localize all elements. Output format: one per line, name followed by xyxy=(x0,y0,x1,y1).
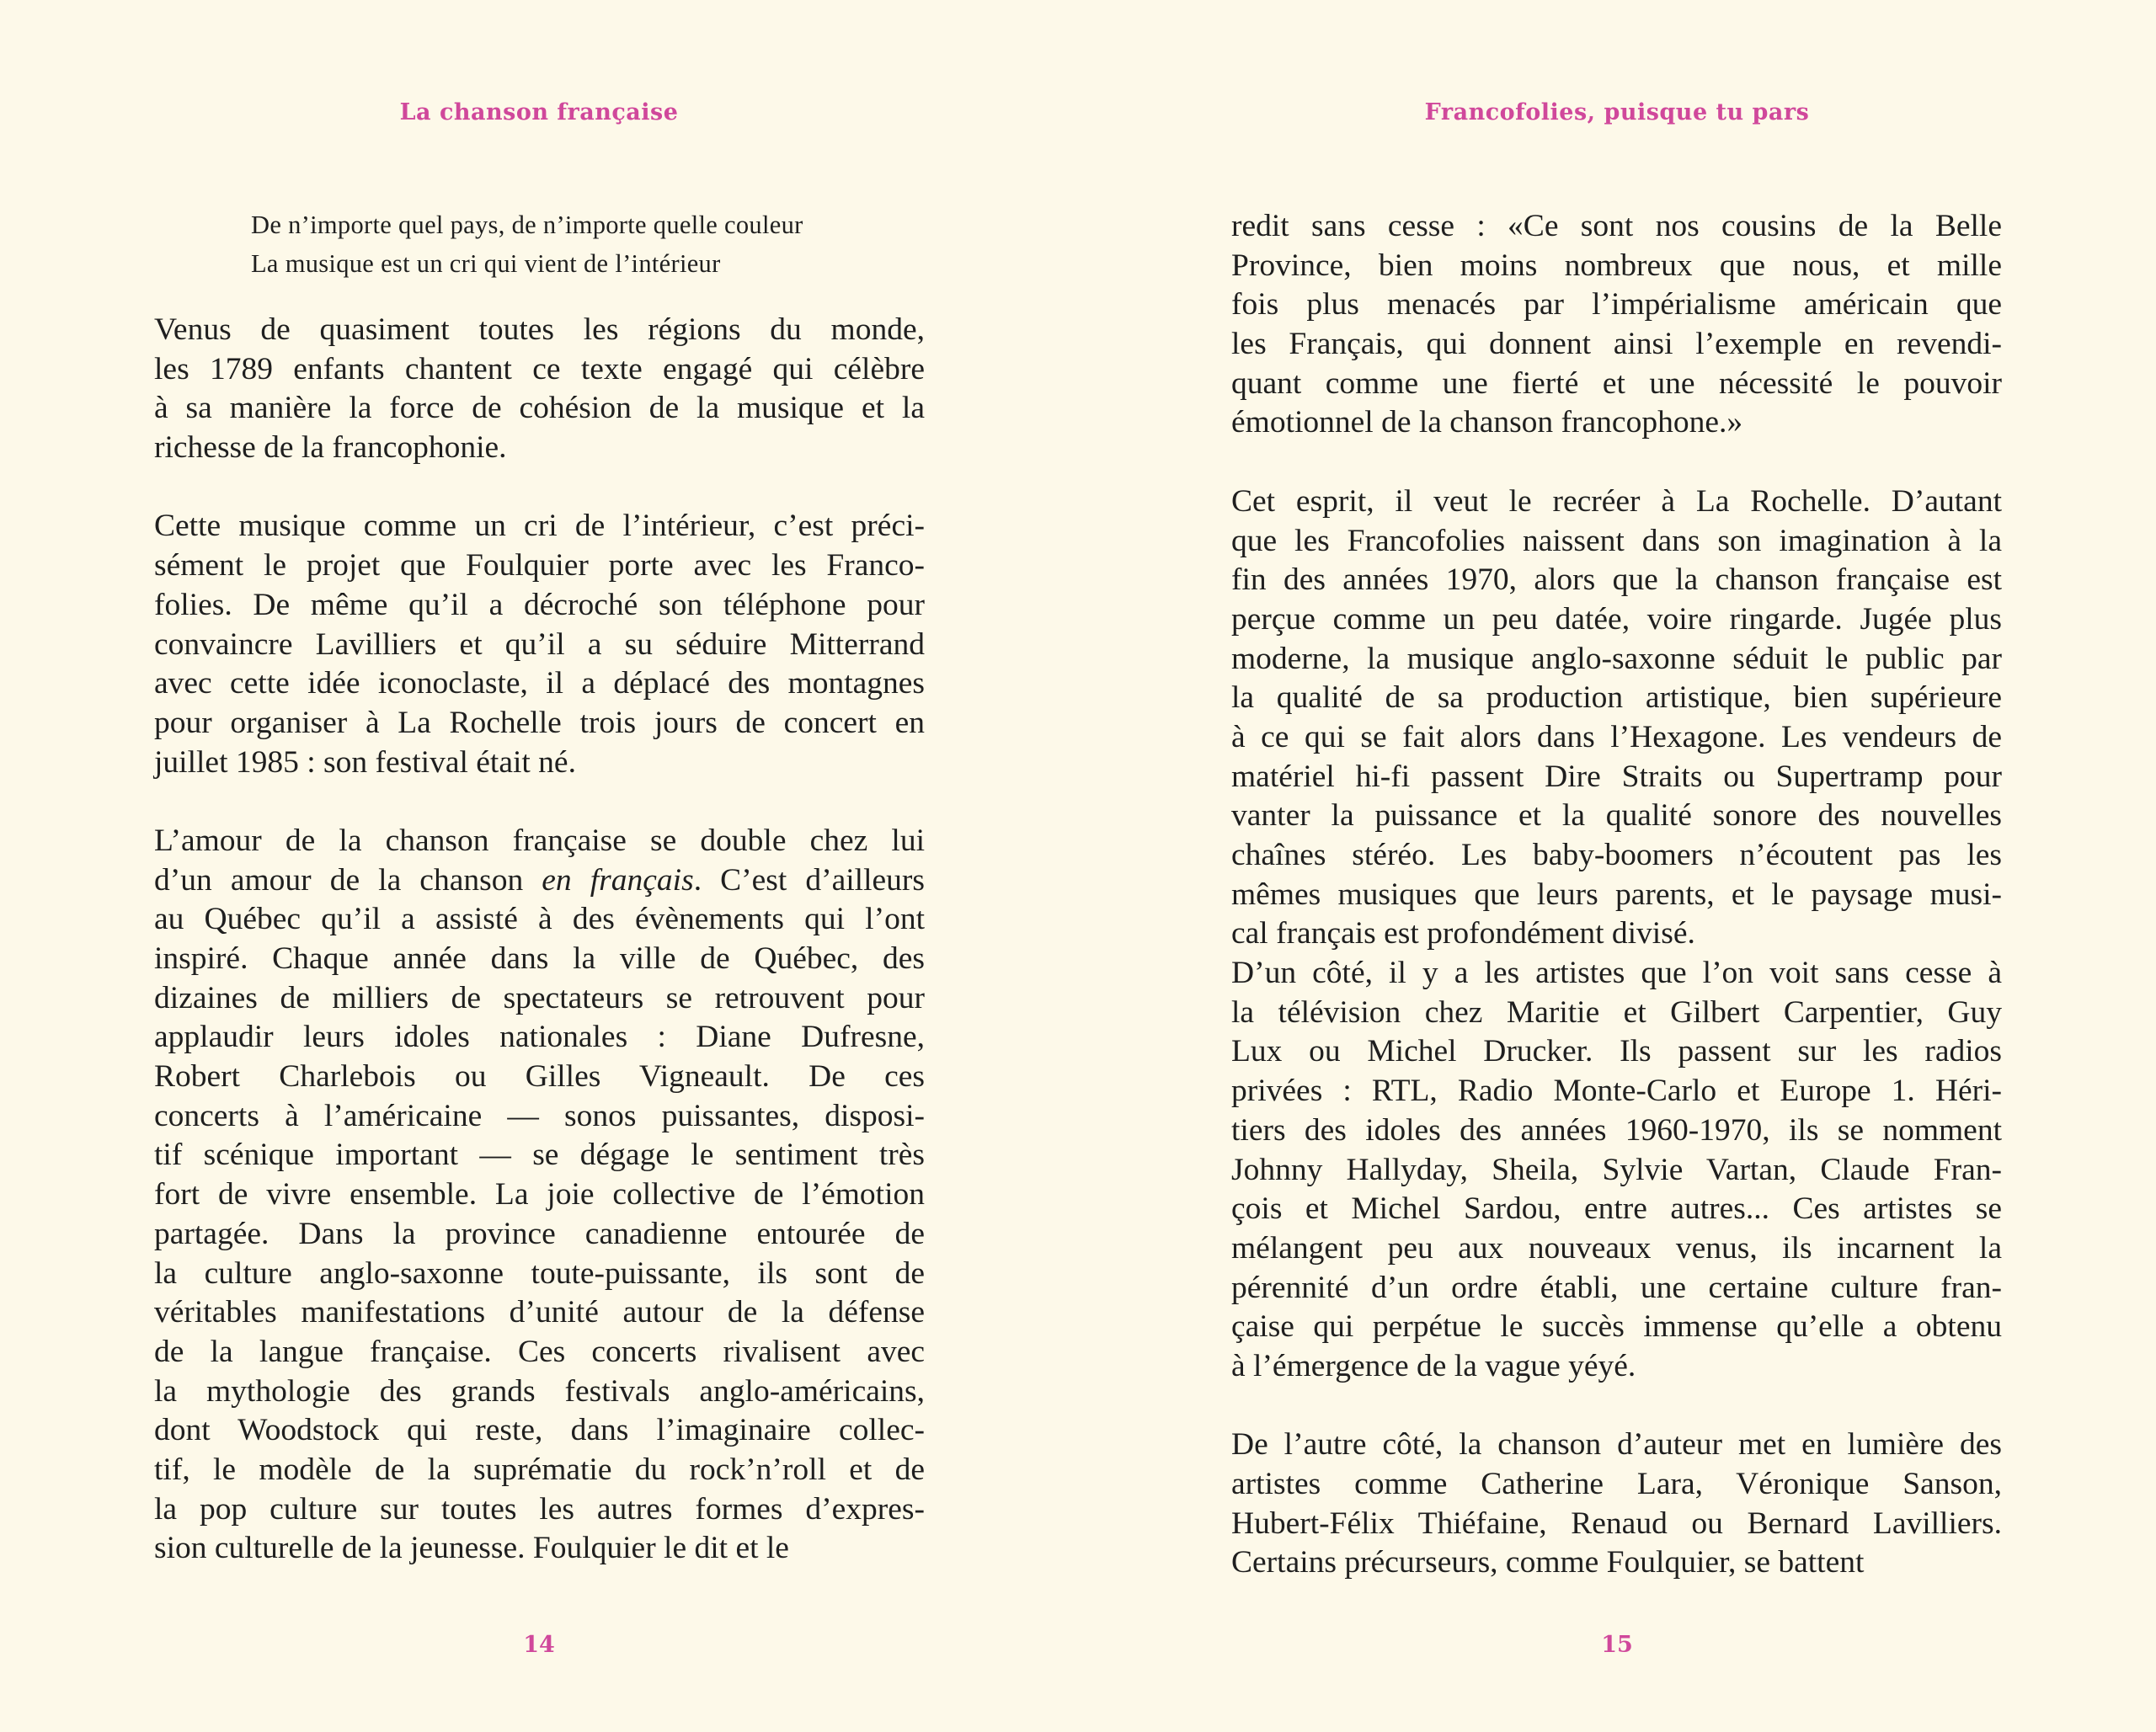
text-line: redit sans cesse : «Ce sont nos cousins de la Belle xyxy=(1231,209,2002,243)
text-line: fois plus menacés par l’impérialisme américain que xyxy=(1231,287,2002,322)
text-line: la pop culture sur toutes les autres formes d’expres- xyxy=(154,1491,925,1527)
italic-text: en français xyxy=(542,862,694,898)
text-line: Johnny Hallyday, Sheila, Sylvie Vartan, Claude Fran- xyxy=(1231,1152,2002,1187)
body-text xyxy=(154,311,925,1569)
text-line: concerts à l’américaine — sonos puissantes, disposi- xyxy=(154,1098,925,1133)
text-line: mélangent peu aux nouveaux venus, ils incarnent la xyxy=(1231,1230,2002,1266)
text-line: privées : RTL, Radio Monte-Carlo et Europe 1. Héri- xyxy=(1231,1074,2002,1109)
text-line: pour organiser à La Rochelle trois jours de concert en xyxy=(154,705,925,740)
text-line: çois et Michel Sardou, entre autres... Ces artistes se xyxy=(1231,1191,2002,1227)
text-line: inspiré. Chaque année dans la ville de Québec, des xyxy=(154,941,925,976)
page-number: 14 xyxy=(523,1632,555,1658)
text-line: émotionnel de la chanson francophone.» xyxy=(1231,405,1743,440)
text-line: à sa manière la force de cohésion de la musique et la xyxy=(154,391,925,426)
text-line: artistes comme Catherine Lara, Véronique Sanson, xyxy=(1231,1467,2002,1501)
text-line: çaise qui perpétue le succès immense qu’elle a obtenu xyxy=(1231,1309,2002,1345)
text-line: cal français est profondément divisé. xyxy=(1231,916,1695,951)
text-line: L’amour de la chanson française se double chez lui xyxy=(154,823,925,858)
text-line: sion culturelle de la jeunesse. Foulquier le dit et le xyxy=(154,1531,789,1566)
text-line: Lux ou Michel Drucker. Ils passent sur les radios xyxy=(1231,1034,2002,1069)
paragraph-gap xyxy=(154,468,925,508)
text-line: partagée. Dans la province canadienne entourée de xyxy=(154,1216,925,1251)
text-line: mêmes musiques que leurs parents, et le paysage musi- xyxy=(1231,877,2002,912)
text-line: moderne, la musique anglo-saxonne séduit le public par xyxy=(1231,641,2002,676)
text-line: tif, le modèle de la suprématie du rock’n’roll et de xyxy=(154,1452,925,1487)
text-line: D’un côté, il y a les artistes que l’on voit sans cesse à xyxy=(1231,956,2002,991)
text-line: chaînes stéréo. Les baby-boomers n’écoutent pas les xyxy=(1231,838,2002,872)
text-line: quant comme une fierté et une nécessité le pouvoir xyxy=(1231,365,2002,401)
text-line: applaudir leurs idoles nationales : Diane Dufresne, xyxy=(154,1020,925,1055)
running-head: Francofolies, puisque tu pars xyxy=(1424,99,1810,125)
text-line: Cet esprit, il veut le recréer à La Rochelle. D’autant xyxy=(1231,483,2002,519)
text-line: dizaines de milliers de spectateurs se retrouvent pour xyxy=(154,980,925,1015)
text-line: avec cette idée iconoclaste, il a déplacé des montagnes xyxy=(154,666,925,701)
text-line: Hubert-Félix Thiéfaine, Renaud ou Bernard Lavilliers. xyxy=(1231,1506,2002,1541)
text-line: que les Francofolies naissent dans son imagination à la xyxy=(1231,523,2002,558)
paragraph-gap xyxy=(154,782,925,822)
text-line: matériel hi-fi passent Dire Straits ou Supertramp pour xyxy=(1231,759,2002,794)
text-line: tiers des idoles des années 1960-1970, ils se nomment xyxy=(1231,1112,2002,1148)
text-line: sément le projet que Foulquier porte avec les Franco- xyxy=(154,548,925,584)
text-line: vanter la puissance et la qualité sonore des nouvelles xyxy=(1231,798,2002,834)
text-line: pérennité d’un ordre établi, une certaine culture fran- xyxy=(1231,1270,2002,1305)
text-line: au Québec qu’il a assisté à des évènements qui l’ont xyxy=(154,902,925,937)
text-line: Province, bien moins nombreux que nous, et mille xyxy=(1231,248,2002,283)
text-line: dont Woodstock qui reste, dans l’imaginaire collec- xyxy=(154,1413,925,1448)
text-line: folies. De même qu’il a décroché son téléphone pour xyxy=(154,587,925,622)
text-line: la télévision chez Maritie et Gilbert Carpentier, Guy xyxy=(1231,994,2002,1030)
text-line: véritables manifestations d’unité autour de la défense xyxy=(154,1295,925,1330)
text-line: la culture anglo-saxonne toute-puissante, ils sont de xyxy=(154,1255,925,1291)
text-line: à l’émergence de la vague yéyé. xyxy=(1231,1348,1636,1383)
epigraph xyxy=(251,205,803,283)
text-line: juillet 1985 : son festival était né. xyxy=(154,744,576,780)
text-line: Robert Charlebois ou Gilles Vigneault. De ces xyxy=(154,1059,925,1095)
text-line: les 1789 enfants chantent ce texte engagé qui célèbre xyxy=(154,351,925,386)
running-head: La chanson française xyxy=(399,99,679,125)
text-line: fin des années 1970, alors que la chanson française est xyxy=(1231,562,2002,598)
text-line: les Français, qui donnent ainsi l’exemple en revendi- xyxy=(1231,327,2002,362)
page-number: 15 xyxy=(1601,1632,1633,1658)
text-line: richesse de la francophonie. xyxy=(154,430,507,466)
text-line: Venus de quasiment toutes les régions du monde, xyxy=(154,312,925,347)
text-line: la mythologie des grands festivals anglo-américains, xyxy=(154,1373,925,1409)
text-line: perçue comme un peu datée, voire ringarde. Jugée plus xyxy=(1231,601,2002,637)
body-text xyxy=(1231,207,2002,1583)
text-line: Certains précurseurs, comme Foulquier, se battent xyxy=(1231,1545,1865,1580)
epigraph-line: De n’importe quel pays, de n’importe quelle couleur xyxy=(251,211,803,239)
text-line: la qualité de sa production artistique, bien supérieure xyxy=(1231,680,2002,716)
text-line: de la langue française. Ces concerts rivalisent avec xyxy=(154,1334,925,1369)
text-line: à ce qui se fait alors dans l’Hexagone. Les vendeurs de xyxy=(1231,719,2002,754)
text-line: d’un amour de la chanson en français. C’est d’ailleurs xyxy=(154,862,925,898)
right-page xyxy=(1078,0,2156,1732)
text-line: Cette musique comme un cri de l’intérieur, c’est préci- xyxy=(154,509,925,544)
epigraph-line: La musique est un cri qui vient de l’intérieur xyxy=(251,249,721,278)
text-line: De l’autre côté, la chanson d’auteur met en lumière des xyxy=(1231,1427,2002,1463)
paragraph-gap xyxy=(1231,443,2002,482)
text-line: tif scénique important — se dégage le sentiment très xyxy=(154,1138,925,1173)
text-line: fort de vivre ensemble. La joie collective de l’émotion xyxy=(154,1177,925,1212)
text-line: convaincre Lavilliers et qu’il a su séduire Mitterrand xyxy=(154,626,925,662)
paragraph-gap xyxy=(1231,1387,2002,1426)
